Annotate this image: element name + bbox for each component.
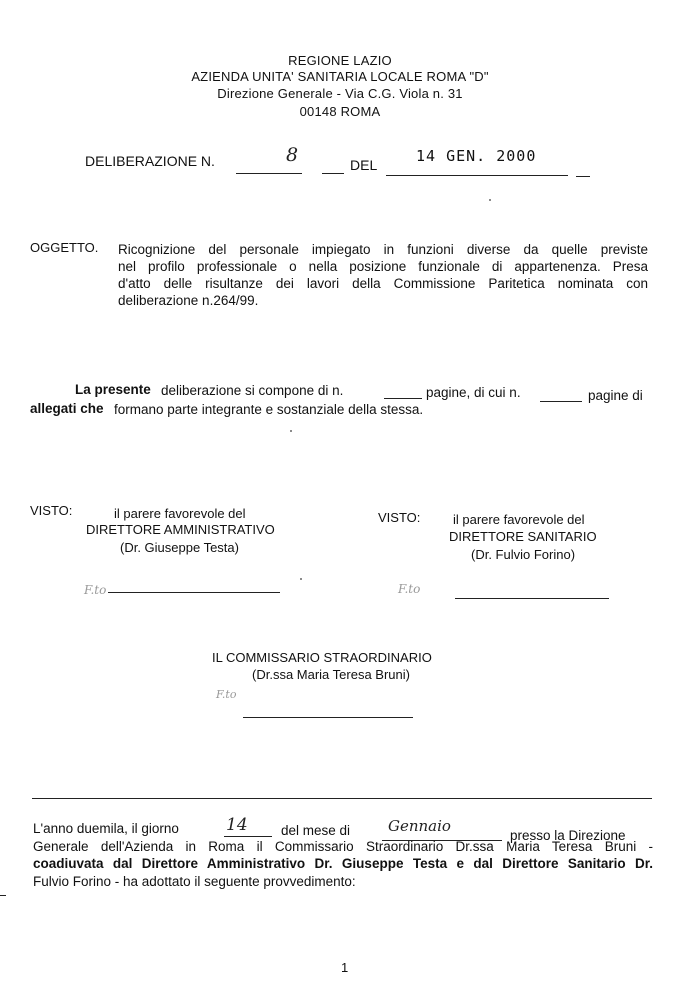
speck [290,430,292,432]
closing-line-2: Generale dell'Azienda in Roma il Commissario Straordinario Dr.ssa Maria Teresa Bruni - [33,839,653,854]
closing-month-handwritten: Gennaio [388,817,451,835]
pages-count-line [384,398,422,399]
deliberazione-number: 8 [286,144,299,166]
header-azienda: AZIENDA UNITA' SANITARIA LOCALE ROMA "D" [191,69,489,84]
composition-line-2b: formano parte integrante e sostanziale della stessa. [114,402,424,417]
closing-line-1c: presso la Direzione [510,828,626,843]
header-region: REGIONE LAZIO [288,53,392,68]
commissario-signature-line [243,717,413,718]
visto-left-text: il parere favorevole del [114,506,246,521]
composition-allegati: allegati che [30,401,104,416]
commissario-name: (Dr.ssa Maria Teresa Bruni) [252,667,410,682]
closing-line-3: coadiuvata dal Direttore Amministrativo Dr. Giuseppe Testa e dal Direttore Sanitario Dr. [33,856,653,871]
attached-pages-line [540,401,582,402]
deliberazione-label: DELIBERAZIONE N. [85,153,215,169]
commissario-title: IL COMMISSARIO STRAORDINARIO [212,650,432,665]
visto-left-signature-line [108,592,280,593]
oggetto-label: OGGETTO. [30,240,99,255]
visto-right-role: DIRETTORE SANITARIO [449,529,597,544]
date-line [386,175,568,176]
date-end-line [576,176,590,177]
visto-left-label: VISTO: [30,503,73,518]
visto-right-signature-line [455,598,609,599]
composition-start: La presente [75,382,151,397]
composition-line-1d: pagine di [588,388,643,403]
composition-line-2a [30,401,104,417]
deliberazione-date-stamp: 14 GEN. 2000 [416,147,537,165]
oggetto-line-2: nel profilo professionale o nella posizione funzionale di appartenenza. Presa [118,259,648,274]
closing-day-handwritten: 14 [226,815,248,835]
commissario-fto: F.to [216,688,237,701]
closing-line-1a: L'anno duemila, il giorno [33,821,179,836]
composition-line-1b: deliberazione si compone di n. [161,383,344,398]
visto-left-name: (Dr. Giuseppe Testa) [120,540,239,555]
visto-right-name: (Dr. Fulvio Forino) [471,547,576,562]
del-label: DEL [350,157,378,173]
header-direzione: Direzione Generale - Via C.G. Viola n. 31 [217,86,463,101]
composition-line-1a [75,382,151,398]
margin-mark [0,895,6,896]
visto-left-fto: F.to [84,583,107,597]
deliberazione-number-line [236,173,302,174]
header-cap: 00148 ROMA [299,104,381,119]
visto-right-fto: F.to [398,582,421,596]
visto-right-label: VISTO: [378,510,421,525]
oggetto-line-3: d'atto delle risultanze dei lavori della Commissione Paritetica nominata con [118,276,648,291]
closing-line-1b: del mese di [281,823,351,838]
visto-left-role: DIRETTORE AMMINISTRATIVO [86,522,275,537]
separator-line [322,173,344,174]
section-divider [32,798,652,799]
oggetto-line-4: deliberazione n.264/99. [118,293,259,308]
closing-day-line [224,836,272,837]
page-number: 1 [341,960,349,975]
composition-line-1c: pagine, di cui n. [426,385,521,400]
speck [489,199,491,201]
oggetto-line-1: Ricognizione del personale impiegato in funzioni diverse da quelle previste [118,242,648,257]
visto-right-text: il parere favorevole del [453,512,585,527]
speck [300,578,302,580]
closing-line-4: Fulvio Forino - ha adottato il seguente provvedimento: [33,874,356,889]
